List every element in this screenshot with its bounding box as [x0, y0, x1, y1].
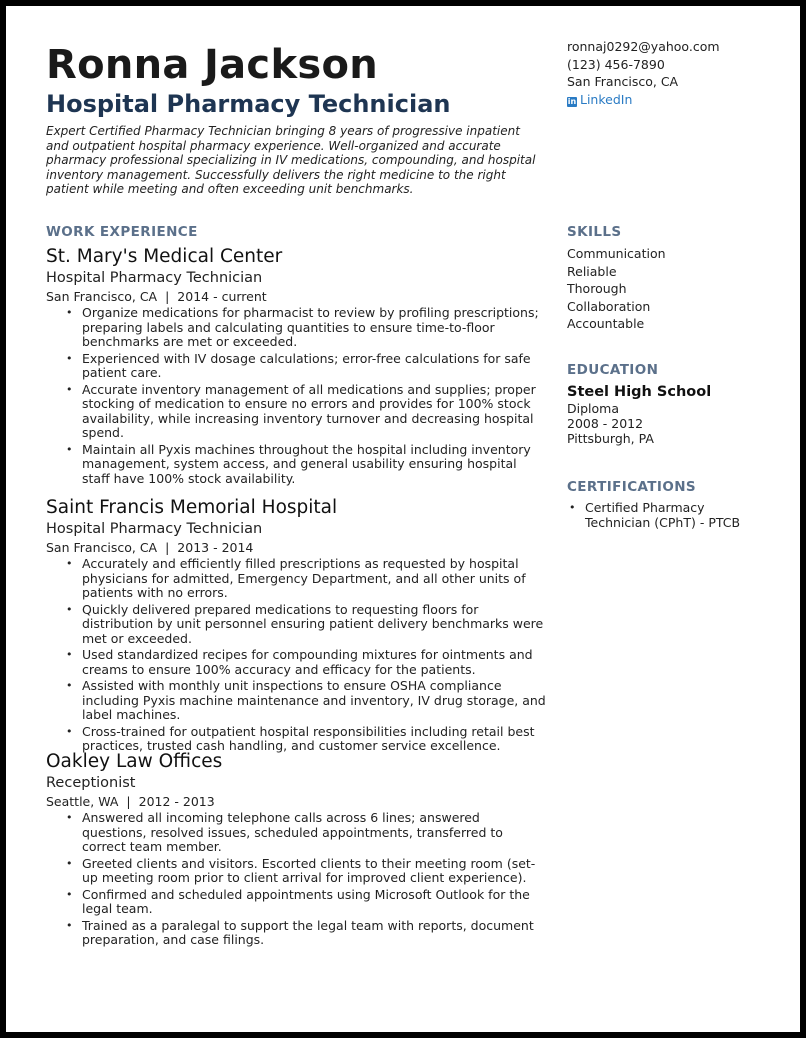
meta-separator: | — [126, 794, 131, 809]
contact-block — [567, 38, 720, 108]
section-certifications: CERTIFICATIONS — [567, 479, 697, 495]
job-role: Hospital Pharmacy Technician — [46, 270, 263, 286]
section-education: EDUCATION — [567, 362, 659, 378]
bullet-item: • Quickly delivered prepared medications to requesting floors for distribution by unit personnel ensuring patient delivery benchmarks were met or exceeded. — [46, 603, 546, 647]
job-dates: 2013 - 2014 — [177, 540, 254, 555]
bullet-item: • Accurate inventory management of all medications and supplies; proper stocking of medication to ensure no errors and provides for 100% stock availability, while increasing inventory turnover and decreasing hospital spend. — [46, 383, 546, 441]
professional-summary: Expert Certified Pharmacy Technician bringing 8 years of progressive inpatient and outpatient hospital pharmacy experience. Well-organized and accurate pharmacy professional specializing in IV medications, compounding, and hospital inventory management. Successfully delivers the right medicine to the right patient while meeting and often exceeding unit benchmarks. — [46, 124, 536, 196]
bullet-item: • Accurately and efficiently filled prescriptions as requested by hospital physicians for admitted, Emergency Department, and all other units of patients with no errors. — [46, 557, 546, 601]
linkedin-icon: in — [567, 96, 577, 106]
meta-separator: | — [165, 289, 170, 304]
skill-item: Thorough — [567, 281, 627, 296]
job-location: San Francisco, CA — [46, 289, 158, 304]
resume-page — [6, 6, 800, 1032]
section-work-experience: WORK EXPERIENCE — [46, 224, 198, 240]
certification-item: • Certified Pharmacy Technician (CPhT) - PTCB — [569, 501, 769, 530]
job-location: San Francisco, CA — [46, 540, 158, 555]
bullet-item: • Organize medications for pharmacist to review by profiling prescriptions; preparing labels and calculating quantities to ensure time-to-floor benchmarks are met or exceeded. — [46, 306, 546, 350]
candidate-title: Hospital Pharmacy Technician — [46, 90, 451, 118]
certifications-list — [569, 501, 769, 530]
company-name: Oakley Law Offices — [46, 751, 223, 772]
bullet-item: • Answered all incoming telephone calls across 6 lines; answered questions, resolved issues, scheduled appointments, transferred to correct team member. — [46, 811, 546, 855]
job-dates: 2012 - 2013 — [138, 794, 215, 809]
contact-phone: (123) 456-7890 — [567, 56, 665, 72]
bullet-item: • Assisted with monthly unit inspections to ensure OSHA compliance including Pyxis machine maintenance and inventory, IV drug storage, and label machines. — [46, 679, 546, 723]
bullet-item: • Used standardized recipes for compounding mixtures for ointments and creams to ensure 100% accuracy and efficacy for the patients. — [46, 648, 546, 677]
job-meta — [46, 793, 546, 811]
meta-separator: | — [165, 540, 170, 555]
bullet-item: • Trained as a paralegal to support the legal team with reports, document preparation, and case filings. — [46, 919, 546, 948]
linkedin-link[interactable] — [567, 91, 720, 109]
bullet-item: • Cross-trained for outpatient hospital responsibilities including retail best practices, trusted cash handling, and customer service excellence. — [46, 725, 546, 754]
job-meta — [46, 288, 546, 306]
bullet-item: • Confirmed and scheduled appointments using Microsoft Outlook for the legal team. — [46, 888, 546, 917]
skill-item: Accountable — [567, 316, 645, 331]
candidate-name: Ronna Jackson — [46, 42, 379, 88]
job-location: Seattle, WA — [46, 794, 119, 809]
skill-item: Collaboration — [567, 298, 651, 314]
education-location: Pittsburgh, PA — [567, 431, 654, 446]
job-bullets — [46, 306, 546, 486]
job-role: Receptionist — [46, 775, 136, 791]
section-skills: SKILLS — [567, 224, 622, 240]
bullet-item: • Experienced with IV dosage calculations; error-free calculations for safe patient care. — [46, 352, 546, 381]
company-name: Saint Francis Memorial Hospital — [46, 497, 338, 518]
job-entry — [46, 497, 546, 756]
job-bullets — [46, 811, 546, 948]
skill-item: Communication — [567, 246, 666, 261]
skill-item: Reliable — [567, 263, 617, 279]
degree: Diploma — [567, 401, 619, 416]
job-entry — [46, 246, 546, 488]
contact-location: San Francisco, CA — [567, 74, 679, 89]
contact-email[interactable]: ronnaj0292@yahoo.com — [567, 39, 720, 54]
school-name: Steel High School — [567, 384, 712, 400]
education-dates: 2008 - 2012 — [567, 416, 644, 431]
job-entry — [46, 751, 546, 950]
certifications-block — [569, 501, 769, 530]
education-entry — [567, 383, 787, 446]
company-name: St. Mary's Medical Center — [46, 246, 283, 267]
job-role: Hospital Pharmacy Technician — [46, 521, 263, 537]
job-dates: 2014 - current — [177, 289, 267, 304]
bullet-item: • Maintain all Pyxis machines throughout the hospital including inventory management, system access, and general usability ensuring hospital staff have 100% stock availability. — [46, 443, 546, 487]
linkedin-label: LinkedIn — [580, 91, 633, 107]
job-bullets — [46, 557, 546, 754]
skills-list — [567, 245, 787, 333]
bullet-item: • Greeted clients and visitors. Escorted clients to their meeting room (set-up meeting room prior to client arrival for improved client experience). — [46, 857, 546, 886]
job-meta — [46, 539, 546, 557]
